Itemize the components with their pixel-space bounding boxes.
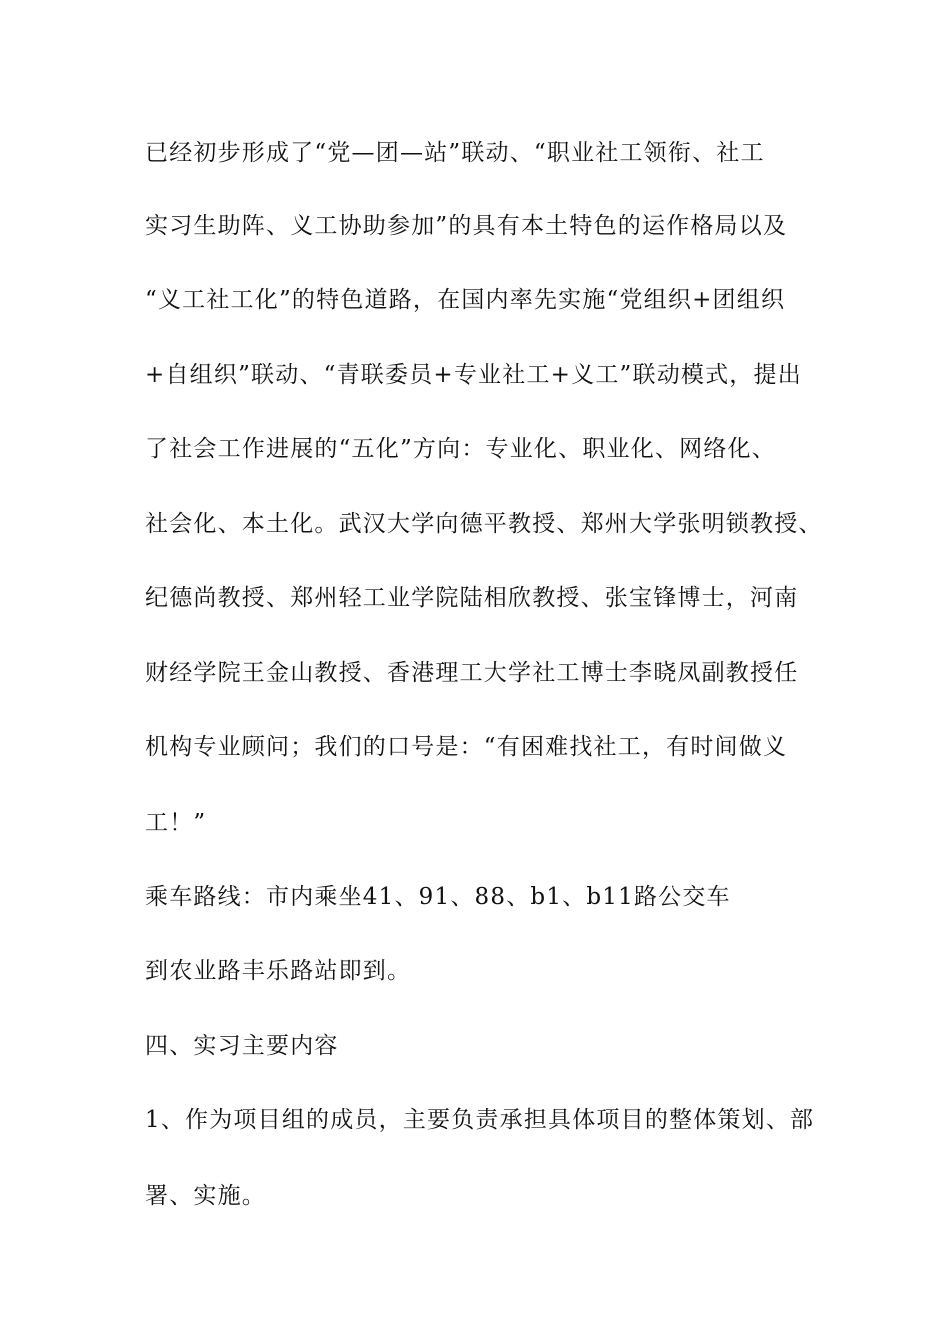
- paragraph-line: 社会化、本土化。武汉大学向德平教授、郑州大学张明锁教授、: [145, 511, 823, 537]
- paragraph-line: 纪德尚教授、郑州轻工业学院陆相欣教授、张宝锋博士，河南: [145, 585, 799, 611]
- paragraph-line: 财经学院王金山教授、香港理工大学社工博士李晓凤副教授任: [145, 660, 799, 686]
- list-item-line: 1、作为项目组的成员，主要负责承担具体项目的整体策划、部: [145, 1107, 815, 1133]
- paragraph-line: 工！”: [145, 810, 207, 836]
- paragraph-line: 已经初步形成了“党—团—站”联动、“职业社工领衔、社工: [145, 140, 765, 166]
- paragraph-line: “义工社工化”的特色道路，在国内率先实施“党组织+团组织: [145, 287, 786, 313]
- paragraph-line: 机构专业顾问；我们的口号是：“有困难找社工，有时间做义: [145, 734, 788, 760]
- list-item-line: 署、实施。: [145, 1183, 266, 1209]
- bus-route-line: 乘车路线：市内乘坐41、91、88、b1、b11路公交车: [145, 884, 731, 910]
- section-heading: 四、实习主要内容: [145, 1033, 339, 1059]
- paragraph-line: +自组织”联动、“青联委员+专业社工+义工”联动模式，提出: [145, 362, 802, 388]
- paragraph-line: 了社会工作进展的“五化”方向：专业化、职业化、网络化、: [145, 436, 776, 462]
- bus-route-line: 到农业路丰乐路站即到。: [145, 958, 412, 984]
- paragraph-line: 实习生助阵、义工协助参加”的具有本土特色的运作格局以及: [145, 213, 788, 239]
